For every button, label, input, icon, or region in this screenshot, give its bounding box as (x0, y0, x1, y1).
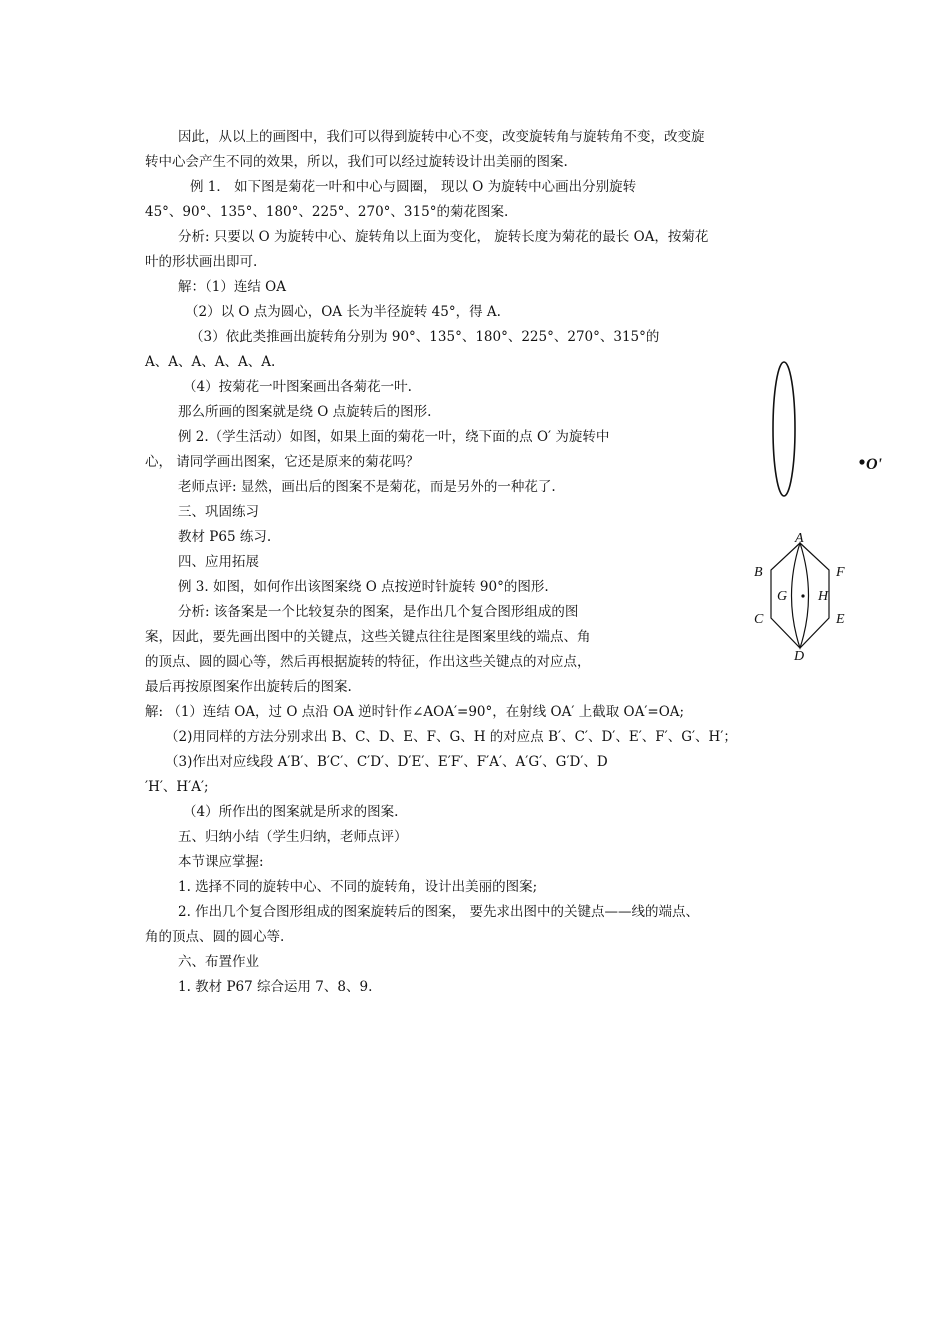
text-line: 解：（1）连结 OA (178, 279, 286, 295)
leaf-ellipse (773, 362, 795, 496)
hexagon-figure (748, 530, 858, 665)
text-line: （3)作出对应线段 A′B′、B′C′、C′D′、D′E′、E′F′、F′A′、A′G′、G′D′、D (165, 754, 608, 770)
text-line: 转中心会产生不同的效果，所以，我们可以经过旋转设计出美丽的图案. (145, 154, 568, 170)
text-line: 1. 教材 P67 综合运用 7、8、9. (178, 979, 373, 995)
label-b: B (754, 565, 763, 580)
text-line: 三、巩固练习 (178, 504, 259, 520)
text-line: 因此，从以上的画图中，我们可以得到旋转中心不变，改变旋转角与旋转角不变，改变旋 (178, 129, 705, 145)
leaf-figure (760, 355, 910, 505)
text-line: 老师点评: 显然，画出后的图案不是菊花，而是另外的一种花了. (178, 479, 556, 495)
text-line: （2）以 O 点为圆心，OA 长为半径旋转 45°，得 A. (185, 304, 501, 320)
text-line: 分析: 该备案是一个比较复杂的图案，是作出几个复合图形组成的图 (178, 604, 579, 620)
text-line: 五、归纳小结（学生归纳，老师点评） (178, 829, 408, 845)
label-e: E (836, 612, 845, 627)
text-line: 四、应用拓展 (178, 554, 259, 570)
point-o-prime-dot (859, 459, 864, 464)
text-line: 45°、90°、135°、180°、225°、270°、315°的菊花图案. (145, 204, 509, 220)
label-h: H (818, 589, 829, 604)
text-line: （3）依此类推画出旋转角分别为 90°、135°、180°、225°、270°、315°的 (190, 329, 660, 345)
label-c: C (754, 612, 764, 627)
point-o-prime-label: O' (866, 456, 882, 473)
text-line: 分析: 只要以 O 为旋转中心、旋转角以上面为变化， 旋转长度为菊花的最长 OA，按菊花 (178, 229, 709, 245)
label-d: D (794, 649, 805, 664)
text-line: 2. 作出几个复合图形组成的图案旋转后的图案， 要先求出图中的关键点——线的端点、 (178, 904, 699, 920)
text-line: 叶的形状画出即可. (145, 254, 258, 270)
text-line: （4）所作出的图案就是所求的图案. (183, 804, 399, 820)
text-line: 最后再按原图案作出旋转后的图案. (145, 679, 352, 695)
text-line: 解: （1）连结 OA，过 O 点沿 OA 逆时针作∠AOA′=90°，在射线 OA′ 上截取 OA′=OA; (145, 704, 685, 720)
text-line: 例 1． 如下图是菊花一叶和中心与圆圈， 现以 O 为旋转中心画出分别旋转 (190, 179, 637, 195)
text-line: （2)用同样的方法分别求出 B、C、D、E、F、G、H 的对应点 B′、C′、D′、E′、F′、G′、H′； (165, 729, 737, 745)
label-f: F (836, 565, 845, 580)
text-line: A、A、A、A、A、A. (145, 354, 276, 370)
text-line: 六、布置作业 (178, 954, 259, 970)
text-line: 心， 请同学画出图案，它还是原来的菊花吗？ (145, 454, 420, 470)
text-line: 1. 选择不同的旋转中心、不同的旋转角，设计出美丽的图案; (178, 879, 538, 895)
inner-lens (792, 543, 809, 648)
label-a: A (795, 531, 804, 546)
text-line: 例 2.（学生活动）如图，如果上面的菊花一叶，绕下面的点 O′ 为旋转中 (178, 429, 610, 445)
text-line: 那么所画的图案就是绕 O 点旋转后的图形. (178, 404, 432, 420)
text-line: （4）按菊花一叶图案画出各菊花一叶. (183, 379, 412, 395)
text-line: 案，因此，要先画出图中的关键点，这些关键点往往是图案里线的端点、角 (145, 629, 591, 645)
text-line: 角的顶点、圆的圆心等. (145, 929, 285, 945)
center-point-o (801, 594, 804, 597)
text-line: 的顶点、圆的圆心等，然后再根据旋转的特征，作出这些关键点的对应点， (145, 654, 591, 670)
text-line: 本节课应掌握: (178, 854, 264, 870)
text-line: 例 3. 如图，如何作出该图案绕 O 点按逆时针旋转 90°的图形. (178, 579, 549, 595)
text-line: ′H′、H′A′; (145, 779, 209, 795)
text-line: 教材 P65 练习. (178, 529, 272, 545)
label-g: G (777, 589, 788, 604)
